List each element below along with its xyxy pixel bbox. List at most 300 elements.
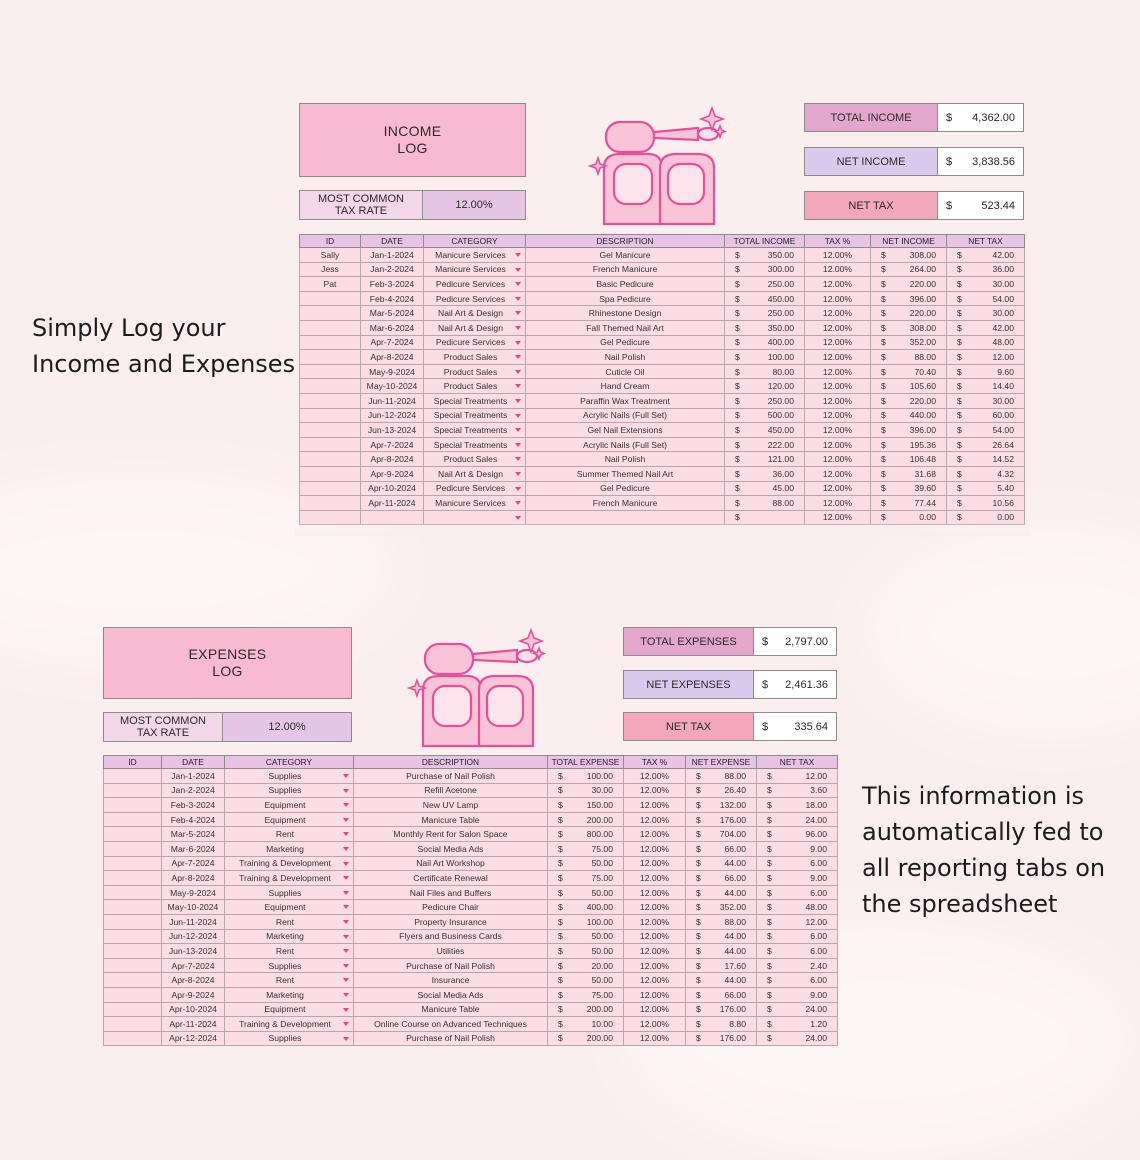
description-cell[interactable]: Gel Pedicure [526,481,725,496]
id-cell[interactable] [104,798,162,813]
category-dropdown[interactable]: Supplies [225,1031,354,1046]
id-cell[interactable] [300,350,361,365]
description-cell[interactable]: Acrylic Nails (Full Set) [526,437,725,452]
currency-symbol: $ [767,843,772,854]
currency-symbol: $ [558,814,563,825]
total-cell[interactable] [725,364,805,379]
total-cell[interactable] [725,437,805,452]
net-tax-cell [947,335,1025,350]
id-cell[interactable]: Jess [300,262,361,277]
money-cell [947,308,1024,318]
tax-rate-cell[interactable]: 12.00% [624,769,686,784]
category-dropdown[interactable]: Marketing [225,841,354,856]
column-header: DESCRIPTION [354,756,548,769]
date-cell[interactable]: Jun-11-2024 [361,393,424,408]
id-cell[interactable] [104,812,162,827]
table-row [104,871,838,886]
description-cell[interactable]: Purchase of Nail Polish [354,769,548,784]
category-dropdown[interactable]: Special Treatments [424,408,526,423]
tax-rate-cell[interactable]: 12.00% [805,379,871,394]
date-cell[interactable]: Apr-11-2024 [361,496,424,511]
category-dropdown[interactable]: Manicure Services [424,248,526,263]
table-header-row [104,756,838,769]
tax-rate-cell[interactable]: 12.00% [624,987,686,1002]
total-cell[interactable] [725,379,805,394]
date-cell[interactable]: Feb-3-2024 [361,277,424,292]
net-tax-cell [947,466,1025,481]
expenses-tax-rate-value[interactable]: 12.00% [222,712,352,742]
category-dropdown[interactable]: Equipment [225,1002,354,1017]
date-cell[interactable]: Apr-9-2024 [361,466,424,481]
tax-rate-cell[interactable]: 12.00% [624,1031,686,1046]
total-cell[interactable] [725,248,805,263]
amount: 308.00 [909,249,936,260]
tax-rate-cell[interactable]: 12.00% [805,350,871,365]
date-cell[interactable]: Apr-8-2024 [162,871,225,886]
column-header: TAX % [805,235,871,248]
tax-rate-cell[interactable]: 12.00% [624,914,686,929]
total-cell[interactable] [548,885,624,900]
currency-symbol: $ [957,468,962,479]
money-cell [725,410,804,420]
tax-rate-cell[interactable]: 12.00% [805,335,871,350]
description-cell[interactable]: Pedicure Chair [354,900,548,915]
tax-rate-cell[interactable]: 12.00% [805,496,871,511]
tax-rate-cell[interactable]: 12.00% [624,1017,686,1032]
id-cell[interactable] [104,841,162,856]
id-cell[interactable]: Pat [300,277,361,292]
id-cell[interactable] [104,871,162,886]
id-cell[interactable] [300,481,361,496]
category-dropdown[interactable]: Nail Art & Design [424,466,526,481]
table-row [300,277,1025,292]
description-cell[interactable]: Gel Pedicure [526,335,725,350]
total-cell[interactable] [548,798,624,813]
money-cell [548,1033,623,1043]
description-cell[interactable]: Basic Pedicure [526,277,725,292]
category-dropdown[interactable]: Nail Art & Design [424,320,526,335]
category-dropdown[interactable]: Supplies [225,958,354,973]
category-dropdown[interactable]: Equipment [225,812,354,827]
net-tax-cell [947,364,1025,379]
description-cell[interactable]: Monthly Rent for Salon Space [354,827,548,842]
tax-rate-cell[interactable]: 12.00% [805,306,871,321]
column-header: NET INCOME [871,235,947,248]
currency-symbol: $ [957,381,962,392]
description-cell[interactable]: French Manicure [526,496,725,511]
money-cell [548,815,623,825]
description-cell[interactable]: French Manicure [526,262,725,277]
id-cell[interactable] [300,379,361,394]
income-tax-rate-label [299,190,423,220]
description-cell[interactable]: Manicure Table [354,812,548,827]
table-row [104,769,838,784]
date-cell[interactable]: Apr-7-2024 [162,856,225,871]
money-cell [686,873,756,883]
total-cell[interactable] [725,496,805,511]
description-cell[interactable]: Certificate Renewal [354,871,548,886]
column-header: TOTAL INCOME [725,235,805,248]
date-cell[interactable]: Apr-7-2024 [361,437,424,452]
date-cell[interactable]: Apr-8-2024 [361,350,424,365]
description-cell[interactable]: Property Insurance [354,914,548,929]
label-line: MOST COMMON [120,715,206,727]
total-cell[interactable] [725,350,805,365]
id-cell[interactable] [104,1031,162,1046]
description-cell[interactable]: Summer Themed Nail Art [526,466,725,481]
amount: 12.00 [805,770,827,781]
currency-symbol: $ [881,381,886,392]
tax-rate-cell[interactable]: 12.00% [624,929,686,944]
category-dropdown[interactable]: Pedicure Services [424,277,526,292]
tax-rate-cell[interactable]: 12.00% [624,973,686,988]
amount: 36.00 [772,468,794,479]
category-dropdown[interactable]: Supplies [225,885,354,900]
id-cell[interactable] [104,958,162,973]
date-cell[interactable]: Feb-4-2024 [162,812,225,827]
total-cell[interactable] [725,335,805,350]
category-dropdown[interactable]: Pedicure Services [424,481,526,496]
description-cell[interactable]: Purchase of Nail Polish [354,958,548,973]
total-cell[interactable] [548,871,624,886]
date-cell[interactable]: Mar-6-2024 [162,841,225,856]
id-cell[interactable] [104,856,162,871]
id-cell[interactable] [104,783,162,798]
tax-rate-cell[interactable]: 12.00% [624,841,686,856]
category-dropdown[interactable]: Special Treatments [424,423,526,438]
description-cell[interactable]: Nail Art Workshop [354,856,548,871]
date-cell[interactable]: Jun-11-2024 [162,914,225,929]
id-cell[interactable] [104,1017,162,1032]
category-dropdown[interactable]: Training & Development [225,856,354,871]
category-dropdown[interactable]: Equipment [225,900,354,915]
id-cell[interactable] [104,944,162,959]
net-cell [871,437,947,452]
currency-symbol: $ [558,902,563,913]
total-cell[interactable] [548,841,624,856]
total-cell[interactable] [548,783,624,798]
id-cell[interactable] [300,496,361,511]
category-dropdown[interactable]: Product Sales [424,379,526,394]
total-cell[interactable] [725,408,805,423]
category-dropdown[interactable]: Manicure Services [424,496,526,511]
total-cell[interactable] [725,320,805,335]
money-cell [686,961,756,971]
tax-rate-cell[interactable]: 12.00% [805,364,871,379]
date-cell[interactable]: Apr-12-2024 [162,1031,225,1046]
id-cell[interactable] [104,987,162,1002]
amount: 396.00 [909,424,936,435]
id-cell[interactable] [300,452,361,467]
total-cell[interactable] [725,452,805,467]
total-cell[interactable] [725,277,805,292]
id-cell[interactable] [104,885,162,900]
caption-line: the spreadsheet [862,890,1058,918]
category-dropdown[interactable]: Equipment [225,798,354,813]
category-dropdown[interactable]: Product Sales [424,452,526,467]
tax-rate-cell[interactable]: 12.00% [805,481,871,496]
total-cell[interactable] [548,944,624,959]
column-header: TAX % [624,756,686,769]
category-dropdown[interactable]: Marketing [225,929,354,944]
money-cell [757,902,837,912]
currency-symbol: $ [767,887,772,898]
total-cell[interactable] [548,973,624,988]
money-cell [548,829,623,839]
total-cell[interactable] [725,393,805,408]
description-cell[interactable]: Insurance [354,973,548,988]
category-dropdown[interactable]: Manicure Services [424,262,526,277]
currency-symbol: $ [696,799,701,810]
date-cell[interactable]: Jan-2-2024 [361,262,424,277]
category-dropdown[interactable]: Rent [225,914,354,929]
money-cell [757,800,837,810]
tax-rate-cell[interactable]: 12.00% [805,262,871,277]
description-cell[interactable]: Nail Files and Buffers [354,885,548,900]
category-dropdown[interactable]: Supplies [225,783,354,798]
tax-rate-cell[interactable]: 12.00% [805,437,871,452]
total-cell[interactable] [725,423,805,438]
description-cell[interactable]: Cuticle Oil [526,364,725,379]
currency-symbol: $ [696,945,701,956]
tax-rate-cell[interactable]: 12.00% [805,393,871,408]
date-cell[interactable]: Feb-4-2024 [361,291,424,306]
total-cell[interactable] [725,466,805,481]
id-cell[interactable] [104,1002,162,1017]
description-cell[interactable]: Paraffin Wax Treatment [526,393,725,408]
currency-symbol: $ [735,322,740,333]
description-cell[interactable]: Gel Nail Extensions [526,423,725,438]
description-cell[interactable]: Gel Manicure [526,248,725,263]
table-header-row [300,235,1025,248]
description-cell[interactable]: Nail Polish [526,452,725,467]
total-cell[interactable] [548,827,624,842]
date-cell[interactable]: Jun-12-2024 [361,408,424,423]
description-cell[interactable]: Hand Cream [526,379,725,394]
id-cell[interactable] [300,408,361,423]
date-cell[interactable]: Feb-3-2024 [162,798,225,813]
money-cell [548,902,623,912]
net-cell [871,248,947,263]
caption-line: automatically fed to [862,818,1104,846]
tax-rate-cell[interactable]: 12.00% [805,510,871,525]
date-cell[interactable]: Jun-13-2024 [361,423,424,438]
money-cell [947,294,1024,304]
money-cell [548,990,623,1000]
currency-symbol: $ [957,424,962,435]
date-cell[interactable]: Apr-8-2024 [162,973,225,988]
tax-rate-cell[interactable]: 12.00% [624,944,686,959]
id-cell[interactable] [104,900,162,915]
date-cell[interactable]: May-10-2024 [162,900,225,915]
date-cell[interactable]: May-9-2024 [361,364,424,379]
amount: 9.60 [997,366,1014,377]
description-cell[interactable]: Fall Themed Nail Art [526,320,725,335]
category-dropdown[interactable]: Marketing [225,987,354,1002]
amount: 3.60 [810,785,827,796]
category-dropdown[interactable]: Training & Development [225,871,354,886]
id-cell[interactable] [104,914,162,929]
total-cell[interactable] [548,958,624,973]
date-cell[interactable]: Mar-6-2024 [361,320,424,335]
category-dropdown[interactable]: Rent [225,827,354,842]
amount: 2,797.00 [785,635,828,648]
currency-symbol: $ [735,278,740,289]
money-cell [725,454,804,464]
currency-symbol: $ [881,249,886,260]
id-cell[interactable] [300,320,361,335]
date-cell[interactable]: Apr-10-2024 [361,481,424,496]
total-cell[interactable] [548,856,624,871]
column-header: ID [300,235,361,248]
net-tax-cell [947,379,1025,394]
date-cell[interactable]: Apr-8-2024 [361,452,424,467]
category-dropdown[interactable]: Pedicure Services [424,335,526,350]
tax-rate-cell[interactable]: 12.00% [624,812,686,827]
total-cell[interactable] [725,291,805,306]
description-cell[interactable]: Nail Polish [526,350,725,365]
date-cell[interactable]: Jan-2-2024 [162,783,225,798]
id-cell[interactable] [104,973,162,988]
amount: 440.00 [909,410,936,421]
money-cell [548,917,623,927]
amount: 14.52 [992,454,1014,465]
tax-rate-cell[interactable]: 12.00% [805,423,871,438]
net-tax-cell [947,320,1025,335]
id-cell[interactable] [104,769,162,784]
title-line: LOG [212,663,243,679]
net-cell [871,335,947,350]
id-cell[interactable] [300,423,361,438]
date-cell[interactable]: May-9-2024 [162,885,225,900]
id-cell[interactable] [300,393,361,408]
tax-rate-cell[interactable]: 12.00% [805,408,871,423]
description-cell[interactable]: Social Media Ads [354,841,548,856]
description-cell[interactable]: Spa Pedicure [526,291,725,306]
amount: 14.40 [992,381,1014,392]
table-row [104,900,838,915]
tax-rate-cell[interactable]: 12.00% [805,452,871,467]
money-cell [947,512,1024,522]
category-dropdown[interactable]: Training & Development [225,1017,354,1032]
tax-rate-cell[interactable]: 12.00% [805,291,871,306]
table-row [104,798,838,813]
tax-rate-cell[interactable]: 12.00% [624,783,686,798]
tax-rate-cell[interactable]: 12.00% [624,871,686,886]
date-cell[interactable]: May-10-2024 [361,379,424,394]
date-cell[interactable]: Apr-10-2024 [162,1002,225,1017]
id-cell[interactable] [104,827,162,842]
total-cell[interactable] [548,987,624,1002]
total-cell[interactable] [548,900,624,915]
net-tax-cell [757,973,838,988]
date-cell[interactable]: Apr-7-2024 [361,335,424,350]
total-cell[interactable] [725,481,805,496]
date-cell[interactable]: Mar-5-2024 [361,306,424,321]
tax-rate-cell[interactable]: 12.00% [624,856,686,871]
amount: 31.68 [914,468,936,479]
category-dropdown[interactable]: Pedicure Services [424,291,526,306]
category-dropdown[interactable]: Product Sales [424,364,526,379]
total-cell[interactable] [548,1017,624,1032]
id-cell[interactable] [300,466,361,481]
description-cell[interactable]: Flyers and Business Cards [354,929,548,944]
tax-rate-cell[interactable]: 12.00% [624,798,686,813]
id-cell[interactable] [300,291,361,306]
description-cell[interactable]: Acrylic Nails (Full Set) [526,408,725,423]
amount: 12.00 [992,351,1014,362]
category-dropdown[interactable]: Special Treatments [424,437,526,452]
category-dropdown[interactable]: Product Sales [424,350,526,365]
date-cell[interactable]: Apr-11-2024 [162,1017,225,1032]
description-cell[interactable]: Social Media Ads [354,987,548,1002]
description-cell[interactable]: New UV Lamp [354,798,548,813]
total-cell[interactable] [725,306,805,321]
category-dropdown[interactable]: Rent [225,973,354,988]
tax-rate-cell[interactable]: 12.00% [805,320,871,335]
date-cell[interactable]: Mar-5-2024 [162,827,225,842]
currency-symbol: $ [957,293,962,304]
tax-rate-cell[interactable]: 12.00% [624,827,686,842]
date-cell[interactable]: Jan-1-2024 [361,248,424,263]
tax-rate-cell[interactable]: 12.00% [624,900,686,915]
id-cell[interactable] [300,306,361,321]
tax-rate-cell[interactable]: 12.00% [805,466,871,481]
tax-rate-cell[interactable]: 12.00% [805,248,871,263]
currency-symbol: $ [957,497,962,508]
tax-rate-cell[interactable]: 12.00% [805,277,871,292]
date-cell[interactable]: Jun-13-2024 [162,944,225,959]
description-cell[interactable]: Manicure Table [354,1002,548,1017]
table-cutoff-fade [295,522,1030,536]
id-cell[interactable] [300,335,361,350]
date-cell[interactable]: Jan-1-2024 [162,769,225,784]
date-cell[interactable]: Jun-12-2024 [162,929,225,944]
total-cell[interactable] [548,812,624,827]
tax-rate-cell[interactable]: 12.00% [624,1002,686,1017]
id-cell[interactable]: Sally [300,248,361,263]
id-cell[interactable] [300,437,361,452]
amount: 200.00 [586,1033,613,1044]
description-cell[interactable]: Rhinestone Design [526,306,725,321]
total-cell[interactable] [548,929,624,944]
currency-symbol: $ [558,770,563,781]
total-cell[interactable] [548,1031,624,1046]
description-cell[interactable]: Utilities [354,944,548,959]
description-cell[interactable]: Refill Acetone [354,783,548,798]
total-cell[interactable] [548,914,624,929]
tax-rate-cell[interactable]: 12.00% [624,958,686,973]
currency-symbol: $ [881,410,886,421]
amount: 44.00 [724,931,746,942]
date-cell[interactable]: Apr-7-2024 [162,958,225,973]
total-cell[interactable] [548,769,624,784]
id-cell[interactable] [300,364,361,379]
id-cell[interactable] [104,929,162,944]
tax-rate-cell[interactable]: 12.00% [624,885,686,900]
total-cell[interactable] [725,262,805,277]
income-tax-rate-value[interactable]: 12.00% [422,190,526,220]
category-dropdown[interactable]: Supplies [225,769,354,784]
net-cell [871,466,947,481]
description-cell[interactable]: Online Course on Advanced Techniques [354,1017,548,1032]
category-dropdown[interactable]: Nail Art & Design [424,306,526,321]
category-dropdown[interactable]: Rent [225,944,354,959]
description-cell[interactable]: Purchase of Nail Polish [354,1031,548,1046]
category-dropdown[interactable]: Special Treatments [424,393,526,408]
total-cell[interactable] [548,1002,624,1017]
date-cell[interactable]: Apr-9-2024 [162,987,225,1002]
